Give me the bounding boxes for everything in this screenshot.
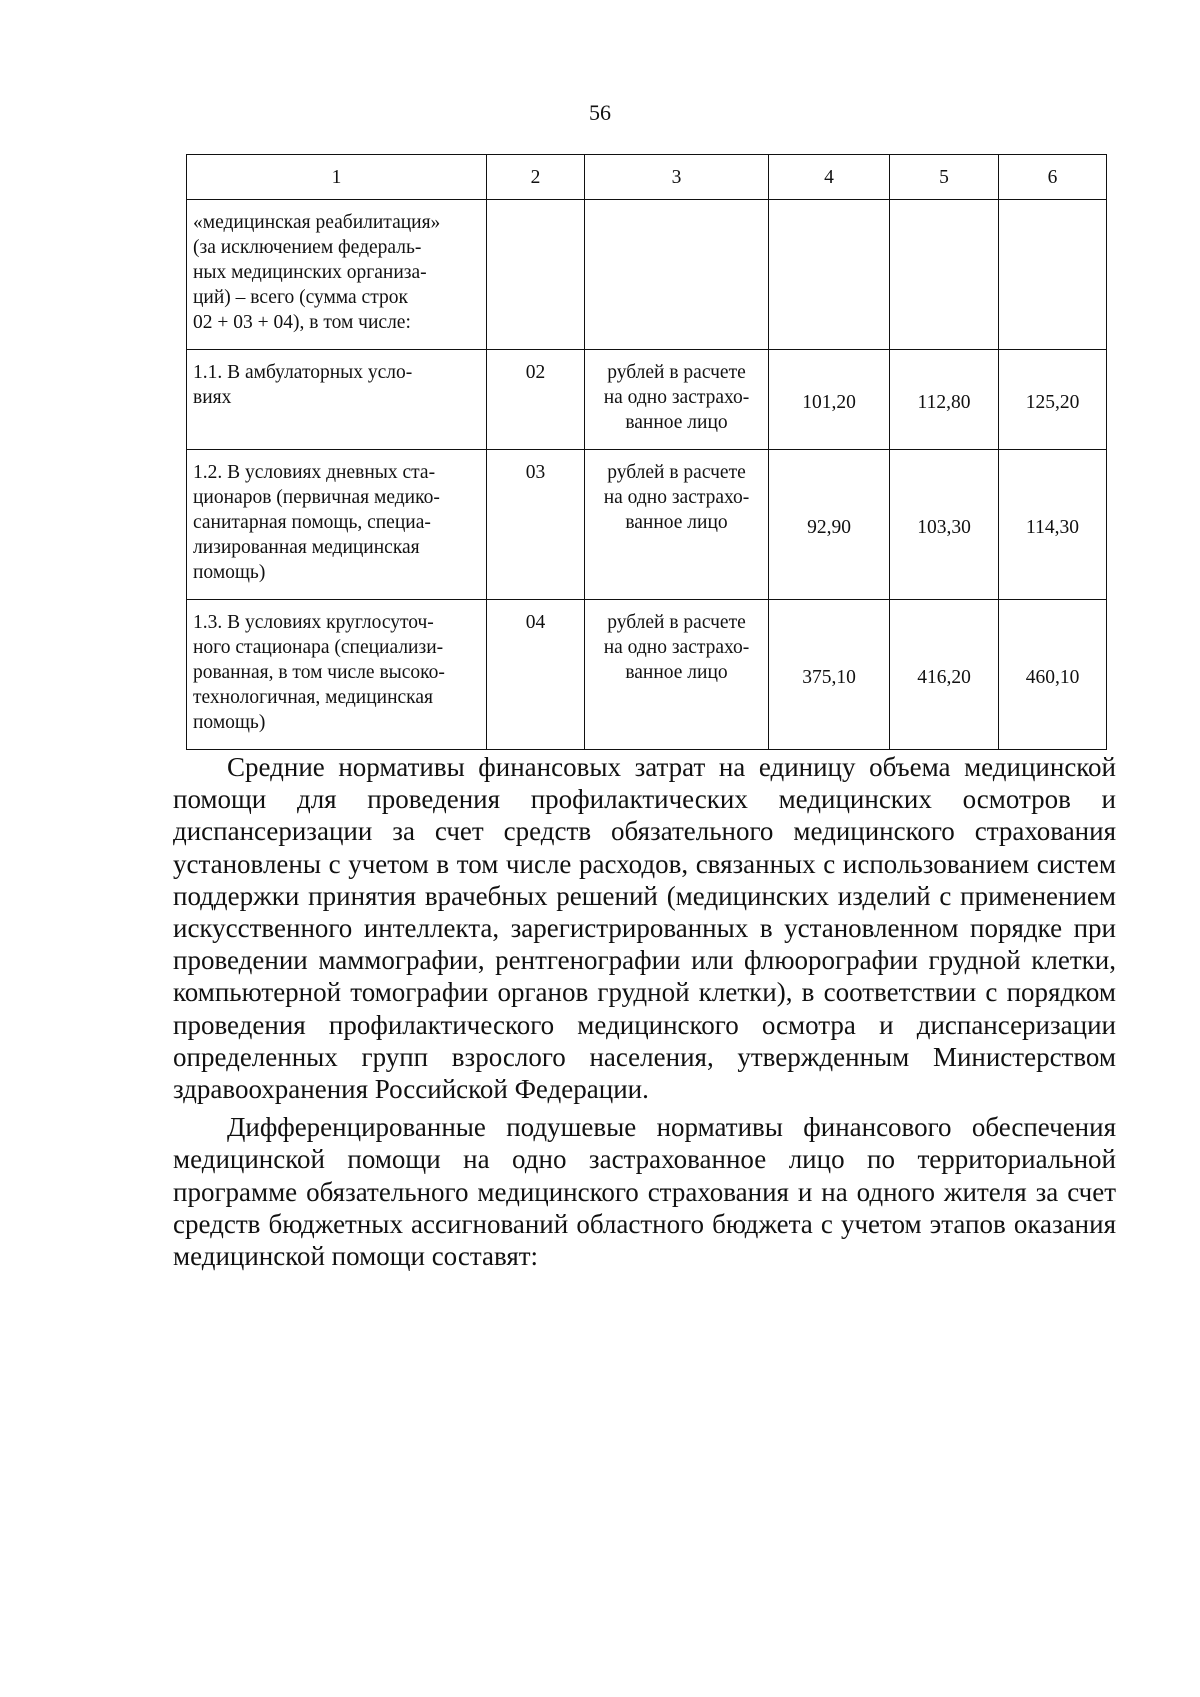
column-number: 3 <box>585 155 769 200</box>
column-number: 4 <box>769 155 890 200</box>
unit-line: ванное лицо <box>625 512 728 533</box>
empty-cell <box>585 200 769 350</box>
empty-cell <box>999 200 1107 350</box>
column-number: 1 <box>187 155 487 200</box>
row-name-line: помощь) <box>193 712 266 733</box>
unit-line: на одно застрахо- <box>603 637 750 658</box>
row-name-cell <box>187 450 487 600</box>
empty-cell <box>487 200 585 350</box>
row-name-cell <box>187 350 487 450</box>
unit-line: рублей в расчете <box>607 612 746 633</box>
column-number: 2 <box>487 155 585 200</box>
row-code: 03 <box>487 450 585 600</box>
value-col-6: 125,20 <box>999 350 1107 450</box>
row-code: 02 <box>487 350 585 450</box>
row-name-line: ного стационара (специализи- <box>193 637 444 658</box>
value-col-5: 416,20 <box>890 600 999 750</box>
unit-line: рублей в расчете <box>607 362 746 383</box>
row-name-line: рованная, в том числе высоко- <box>193 662 445 683</box>
table-row <box>187 350 1107 450</box>
value-col-5: 103,30 <box>890 450 999 600</box>
table-row <box>187 600 1107 750</box>
row-code: 04 <box>487 600 585 750</box>
row-name-line: лизированная медицинская <box>193 537 420 558</box>
column-number: 6 <box>999 155 1107 200</box>
column-number: 5 <box>890 155 999 200</box>
row-name-line: помощь) <box>193 562 266 583</box>
row-name-line: (за исключением федераль- <box>193 237 422 258</box>
unit-cell <box>585 600 769 750</box>
value-col-6: 460,10 <box>999 600 1107 750</box>
value-col-6: 114,30 <box>999 450 1107 600</box>
row-name-line: ций) – всего (сумма строк <box>193 287 408 308</box>
page-number: 56 <box>589 100 611 125</box>
unit-line: на одно застрахо- <box>603 487 750 508</box>
unit-line: ванное лицо <box>625 662 728 683</box>
paragraph: Средние нормативы финансовых затрат на единицу объема медицинской помощи для проведения профилактических медицинских осмотров и диспансеризации за счет средств обязательного медицинского страхования установлены с учетом в том числе расходов, связанных с использованием систем поддержки принятия врачебных решений (медицинских изделий с применением искусственного интеллекта, зарегистрированных в установленном порядке при проведении маммографии, рентгенографии или флюорографии грудной клетки, компьютерной томографии органов грудной клетки), в соответствии с порядком проведения профилактического медицинского осмотра и диспансеризации определенных групп взрослого населения, утвержденным Министерством здравоохранения Российской Федерации. <box>173 752 1116 1105</box>
unit-line: на одно застрахо- <box>603 387 750 408</box>
row-name-cell <box>187 600 487 750</box>
row-name-cell <box>187 200 487 350</box>
row-name-line: 1.1. В амбулаторных усло- <box>193 362 413 383</box>
unit-line: рублей в расчете <box>607 462 746 483</box>
value-col-4: 375,10 <box>769 600 890 750</box>
row-name-line: ционаров (первичная медико- <box>193 487 440 508</box>
row-name-line: «медицинская реабилитация» <box>193 212 441 233</box>
row-name-line: ных медицинских организа- <box>193 262 427 283</box>
empty-cell <box>769 200 890 350</box>
table-row <box>187 450 1107 600</box>
row-name-line: виях <box>193 387 232 408</box>
unit-cell <box>585 450 769 600</box>
body-text <box>173 751 1116 1278</box>
row-name-line: 1.2. В условиях дневных ста- <box>193 462 436 483</box>
value-col-5: 112,80 <box>890 350 999 450</box>
value-col-4: 101,20 <box>769 350 890 450</box>
row-name-line: 02 + 03 + 04), в том числе: <box>193 312 411 333</box>
paragraph: Дифференцированные подушевые нормативы финансового обеспечения медицинской помощи на одно застрахованное лицо по территориальной программе обязательного медицинского страхования и на одного жителя за счет средств бюджетных ассигнований областного бюджета с учетом этапов оказания медицинской помощи составят: <box>173 1112 1116 1272</box>
empty-cell <box>890 200 999 350</box>
table-header-row <box>187 155 1107 200</box>
row-name-line: 1.3. В условиях круглосуточ- <box>193 612 434 633</box>
unit-cell <box>585 350 769 450</box>
norms-table <box>186 154 1107 750</box>
row-name-line: технологичная, медицинская <box>193 687 433 708</box>
unit-line: ванное лицо <box>625 412 728 433</box>
value-col-4: 92,90 <box>769 450 890 600</box>
table-row-intro <box>187 200 1107 350</box>
row-name-line: санитарная помощь, специа- <box>193 512 431 533</box>
